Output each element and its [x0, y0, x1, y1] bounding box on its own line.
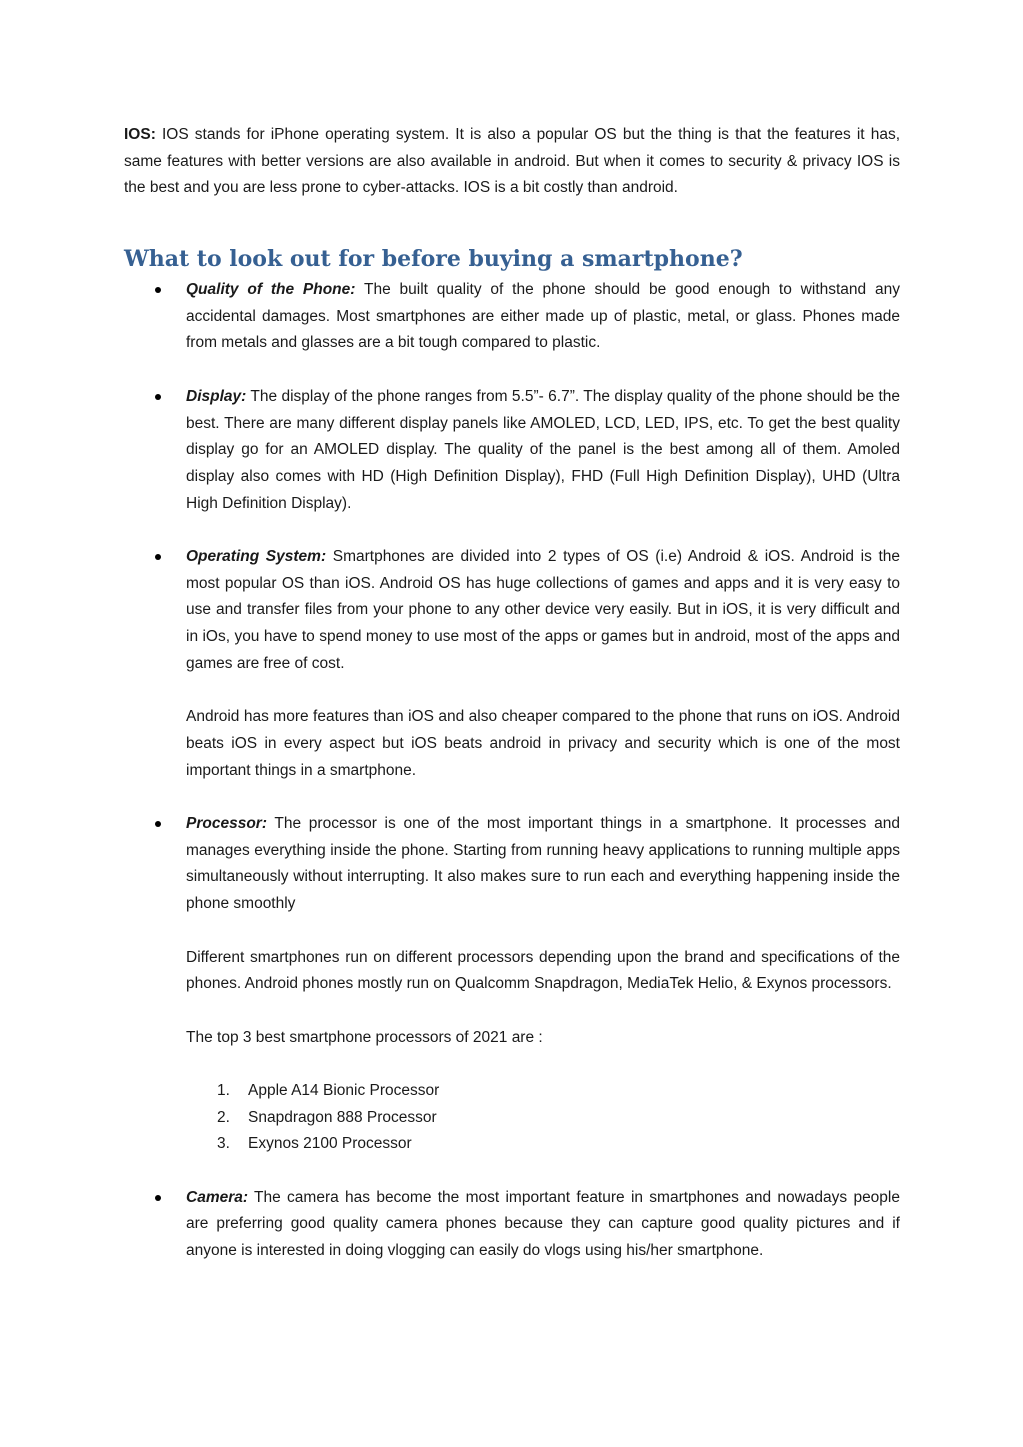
bullet-icon — [155, 287, 161, 293]
list-item-paragraph — [186, 811, 900, 918]
intro-text: IOS stands for iPhone operating system. It is also a popular OS but the thing is that the features it has, same features with better versions are also available in android. But when it comes to security & privacy IOS is the best and you are less prone to cyber-attacks. IOS is a bit costly than android. — [124, 126, 900, 197]
list-item-paragraph — [186, 1185, 900, 1265]
list-item-operating-system — [124, 544, 900, 784]
item-text: The processor is one of the most important things in a smartphone. It processes and manages everything inside the phone. Starting from running heavy applications to running multiple apps simultaneously without interrupting. It also makes sure to run each and everything happening inside the phone smoothly — [186, 815, 900, 913]
list-number: 2. — [217, 1108, 230, 1126]
intro-label: IOS: — [124, 126, 156, 143]
intro-paragraph — [124, 122, 900, 202]
list-item-label: Exynos 2100 Processor — [248, 1135, 412, 1153]
list-item-processor — [124, 811, 900, 1158]
item-extra-paragraph: Different smartphones run on different processors depending upon the brand and specifications of the phones. Android phones mostly run on Qualcomm Snapdragon, MediaTek Helio, & Exynos processors. — [186, 948, 900, 993]
list-item-camera — [124, 1185, 900, 1265]
bullet-icon — [155, 394, 161, 400]
list-item-label: Apple A14 Bionic Processor — [248, 1081, 440, 1099]
item-text: The display of the phone ranges from 5.5”- 6.7”. The display quality of the phone should be the best. There are many different display panels like AMOLED, LCD, LED, IPS, etc. To get the best quality display go for an AMOLED display. The quality of the panel is the best among all of them. Amoled display also comes with HD (High Definition Display), FHD (Full High Definition Display), UHD (Ultra High Definition Display). — [186, 387, 900, 512]
list-item-paragraph — [186, 544, 900, 678]
processor-list-item — [186, 1105, 900, 1132]
document-page — [124, 122, 900, 1260]
item-term: Operating System: — [186, 548, 327, 565]
bullet-icon — [155, 821, 161, 827]
item-text: The built quality of the phone should be good enough to withstand any accidental damages. Most smartphones are either made up of plastic, metal, or glass. Phones made from metals and glasses are a bit tough compared to plastic. — [186, 281, 900, 352]
item-text: The camera has become the most important feature in smartphones and nowadays people are preferring good quality camera phones because they can capture good quality pictures and if anyone is interested in doing vlogging can easily do vlogs using his/her smartphone. — [186, 1188, 900, 1260]
processor-list-item — [186, 1131, 900, 1158]
item-extra-paragraph: Android has more features than iOS and also cheaper compared to the phone that runs on iOS. Android beats iOS in every aspect but iOS beats android in privacy and security which is one of the most important things in a smartphone. — [186, 708, 900, 779]
criteria-list — [124, 277, 900, 1292]
item-term: Quality of the Phone: — [186, 281, 356, 298]
list-item-quality — [124, 277, 900, 357]
item-term: Camera: — [186, 1188, 249, 1206]
list-number: 1. — [217, 1081, 230, 1099]
bullet-icon — [155, 1195, 161, 1201]
list-item-display — [124, 384, 900, 518]
list-item-paragraph — [186, 277, 900, 357]
item-extra-paragraph: The top 3 best smartphone processors of 2021 are : — [186, 1028, 543, 1046]
section-heading: What to look out for before buying a smartphone? — [124, 246, 743, 272]
processor-list — [186, 1078, 900, 1158]
item-term: Display: — [186, 387, 247, 405]
item-text: Smartphones are divided into 2 types of OS (i.e) Android & iOS. Android is the most popular OS than iOS. Android OS has huge collections of games and apps and it is very easy to use and transfer files from your phone to any other device very easily. But in iOS, it is very difficult and in iOs, you have to spend money to use most of the apps or games but in android, most of the apps and games are free of cost. — [186, 548, 900, 672]
list-item-paragraph — [186, 384, 900, 518]
list-number: 3. — [217, 1135, 230, 1153]
processor-list-item — [186, 1078, 900, 1105]
item-term: Processor: — [186, 815, 267, 832]
list-item-label: Snapdragon 888 Processor — [248, 1108, 437, 1126]
bullet-icon — [155, 554, 161, 560]
